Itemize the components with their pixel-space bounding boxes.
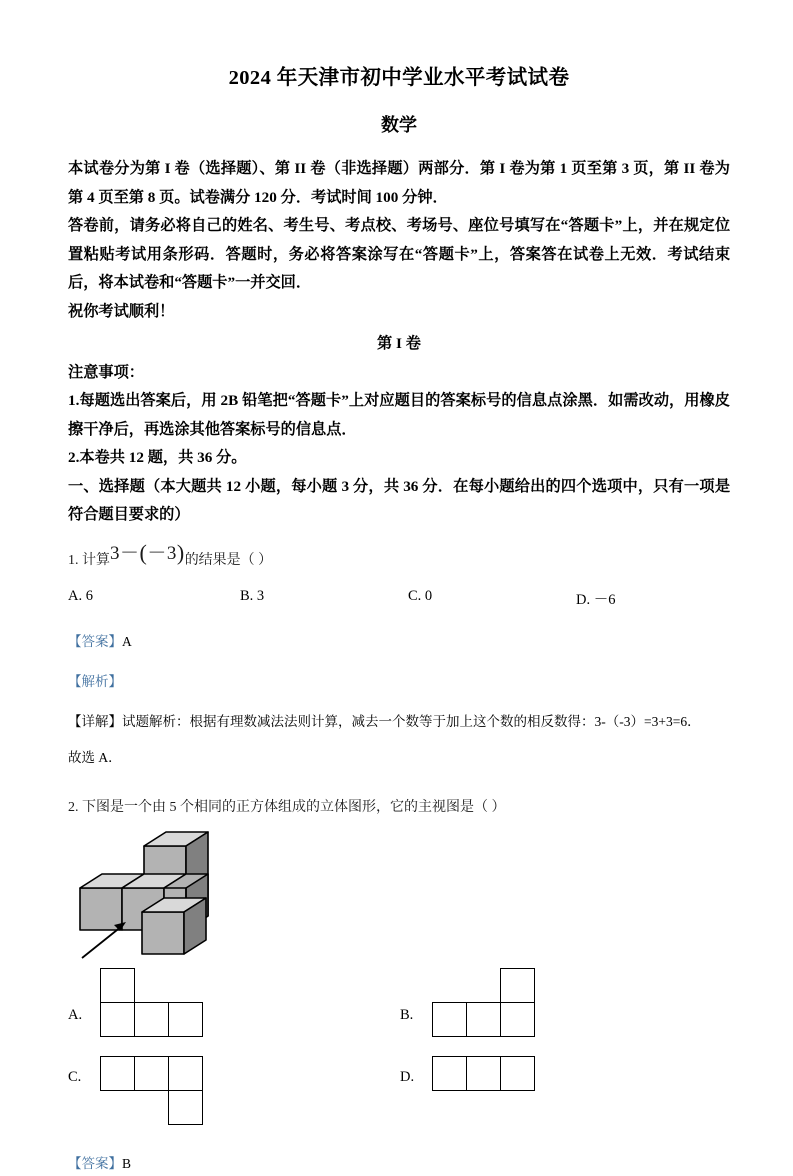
question-1-answer-line [68, 614, 730, 654]
math-paren-close: ) [176, 539, 185, 565]
isometric-solid-svg [76, 830, 276, 962]
choice-d-label: D. [400, 1068, 415, 1085]
answer-tag: 【答案】 [68, 633, 122, 649]
option-b-value: 3 [256, 587, 265, 604]
question-1-number: 1. [68, 552, 79, 568]
question-2-choices [68, 968, 730, 1140]
analysis-tag: 【解析】 [68, 673, 122, 689]
page-content [68, 0, 730, 1176]
grid-cell [466, 1056, 501, 1091]
question-1-detail-line [68, 694, 730, 734]
question-1-stem-before: 计算 [82, 552, 110, 568]
instructions-block [68, 155, 730, 326]
math-inner: －3 [147, 542, 177, 564]
question-1-detail-continuation: 故选 A． [68, 749, 122, 765]
grid-cell [168, 1090, 203, 1125]
question-2-solid-figure [76, 830, 276, 962]
detail-tag: 【详解】 [68, 713, 122, 729]
choice-c-label: C. [68, 1068, 82, 1085]
math-paren-open: ( [139, 539, 148, 565]
big-question-heading: 一、选择题（本大题共 12 小题，每小题 3 分，共 36 分．在每小题给出的四个选项中，只有一项是符合题目要求的） [68, 477, 730, 524]
grid-cell [100, 1056, 135, 1091]
grid-cell [500, 968, 535, 1003]
subject-title: 数学 [381, 114, 417, 135]
question-2-answer-line [68, 1140, 730, 1176]
option-c-value: 0 [424, 587, 433, 604]
math-base: 3－ [110, 542, 140, 564]
question-1-answer-value: A [122, 633, 132, 649]
note-item-2: 2.本卷共 12 题，共 36 分。 [68, 449, 247, 467]
option-d-label: D. [576, 591, 591, 608]
section-heading-volume-1: 第 I 卷 [377, 335, 421, 353]
option-d-value: －6 [593, 591, 616, 608]
grid-cell [168, 1056, 203, 1091]
question-1-options [68, 588, 730, 614]
page-title: 2024 年天津市初中学业水平考试试卷 [228, 67, 570, 89]
instruction-paragraph-1: 本试卷分为第 I 卷（选择题）、第 II 卷（非选择题）两部分．第 I 卷为第 1 页至第 3 页，第 II 卷为第 4 页至第 8 页。试卷满分 120 分．考试时间 100 分钟． [68, 160, 730, 206]
notes-label: 注意事项： [68, 363, 144, 381]
choice-b-label: B. [400, 1006, 414, 1023]
question-2-number: 2. [68, 799, 79, 815]
grid-cell [168, 1002, 203, 1037]
choice-a-label: A. [68, 1006, 83, 1023]
question-1-option-b[interactable] [240, 588, 264, 605]
choice-c-grid [100, 1056, 240, 1132]
question-1-stem-after: 的结果是（ ） [184, 552, 273, 568]
instruction-paragraph-2: 答卷前，请务必将自己的姓名、考生号、考点校、考场号、座位号填写在“答题卡”上，并在规定位置粘贴考试用条形码．答题时，务必将答案涂写在“答题卡”上，答案答在试卷上无效．考试结束后，将本试卷和“答题卡”一并交回． [68, 217, 730, 292]
note-item-1: 1.每题选出答案后，用 2B 铅笔把“答题卡”上对应题目的答案标号的信息点涂黑．如需改动，用橡皮擦干净后，再选涂其他答案标号的信息点． [68, 392, 730, 438]
cube-front-front-face [142, 912, 184, 954]
question-1-option-c[interactable] [408, 588, 432, 605]
grid-cell [100, 1002, 135, 1037]
instruction-paragraph-3: 祝你考试顺利！ [68, 302, 175, 320]
choice-d-grid [432, 1056, 572, 1096]
question-2-answer-value: B [122, 1155, 132, 1171]
grid-cell [134, 1056, 169, 1091]
grid-cell [500, 1002, 535, 1037]
question-1-analysis-line [68, 654, 730, 694]
grid-cell [100, 968, 135, 1003]
question-1-math-expression [110, 539, 185, 565]
choice-a-grid [100, 968, 240, 1044]
cube-left-front-face [80, 888, 122, 930]
option-a-value: 6 [85, 587, 93, 604]
grid-cell [500, 1056, 535, 1091]
question-1-option-a[interactable] [68, 588, 93, 605]
choice-b-grid [432, 968, 572, 1044]
question-1-stem [68, 530, 730, 574]
question-1-detail-text: 试题解析：根据有理数减法法则计算，减去一个数等于加上这个数的相反数得：3-（-3）=3+3=6． [122, 713, 701, 729]
grid-cell [466, 1002, 501, 1037]
question-2-stem-text: 下图是一个由 5 个相同的正方体组成的立体图形，它的主视图是（ ） [82, 799, 506, 815]
option-b-label: B. [240, 587, 254, 604]
grid-cell [134, 1002, 169, 1037]
question-2-stem [68, 770, 730, 820]
answer-tag: 【答案】 [68, 1155, 122, 1171]
option-c-label: C. [408, 587, 422, 604]
option-a-label: A. [68, 587, 83, 604]
grid-cell [432, 1056, 467, 1091]
grid-cell [432, 1002, 467, 1037]
question-1-option-d[interactable] [576, 588, 615, 609]
